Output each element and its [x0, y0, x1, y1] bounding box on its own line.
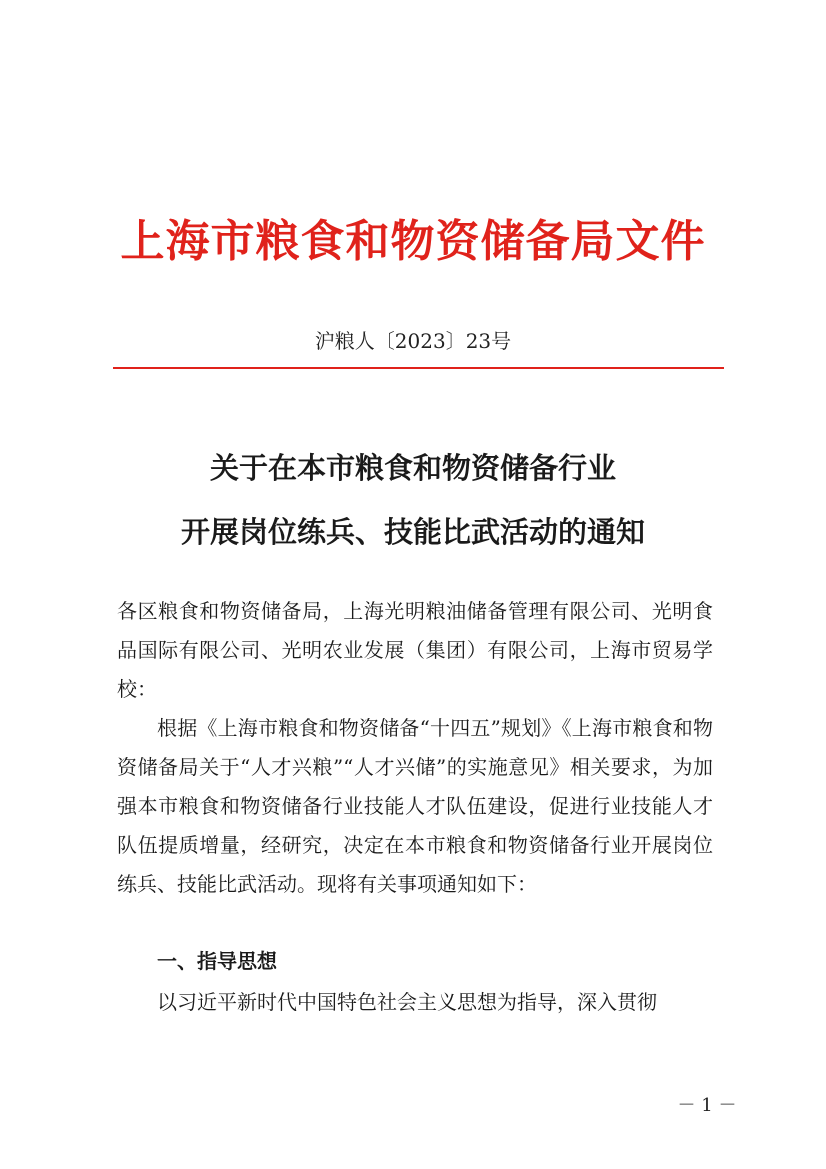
document-title-line-1: 关于在本市粮食和物资储备行业 — [209, 451, 616, 485]
issuer-title: 上海市粮食和物资储备局文件 — [120, 216, 706, 267]
section-heading-guiding-ideology: 一、指导思想 — [157, 949, 277, 973]
addressee-paragraph: 各区粮食和物资储备局，上海光明粮油储备管理有限公司、光明食品国际有限公司、光明农业发展（集团）有限公司，上海市贸易学校： — [117, 599, 713, 701]
red-divider-line — [113, 367, 724, 369]
page-number: － 1 － — [677, 1095, 737, 1116]
document-number: 沪粮人〔2023〕23号 — [314, 329, 512, 353]
intro-paragraph: 根据《上海市粮食和物资储备“十四五”规划》《上海市粮食和物资储备局关于“人才兴粮”“人才兴储”的实施意见》相关要求，为加强本市粮食和物资储备行业技能人才队伍建设，促进行业技能人才队伍提质增量，经研究，决定在本市粮食和物资储备行业开展岗位练兵、技能比武活动。现将有关事项通知如下： — [117, 716, 713, 896]
section-1-paragraph: 以习近平新时代中国特色社会主义思想为指导，深入贯彻 — [157, 990, 657, 1014]
document-title-line-2: 开展岗位练兵、技能比武活动的通知 — [180, 515, 645, 549]
